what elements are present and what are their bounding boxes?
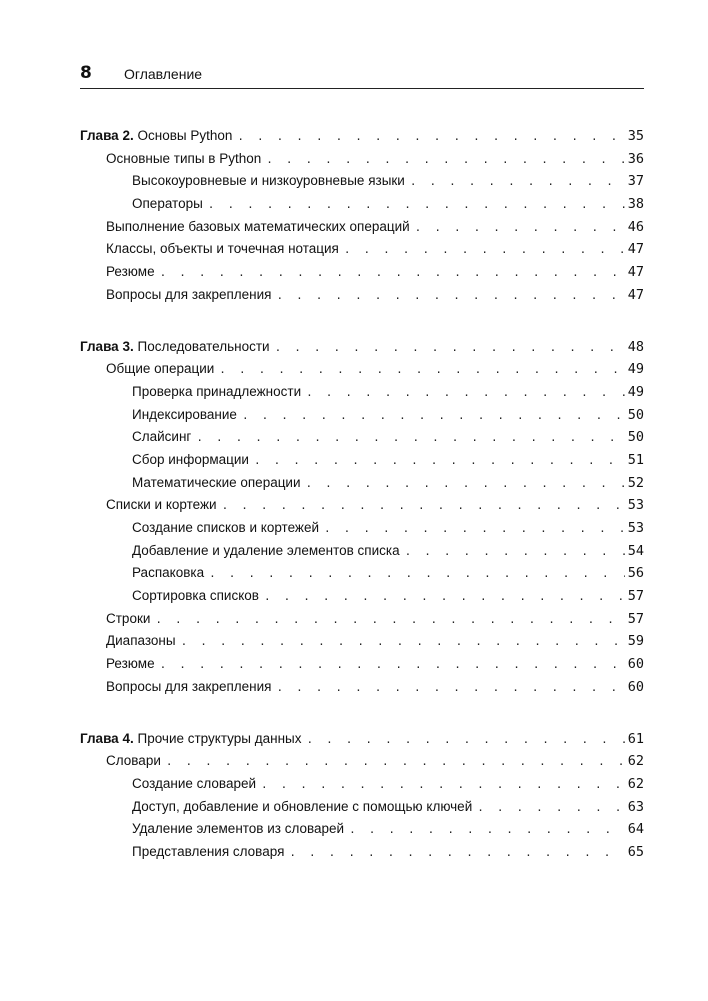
- dot-leader: [306, 473, 625, 496]
- running-title: Оглавление: [124, 66, 203, 82]
- toc-entry-title-text: Сбор информации: [132, 451, 249, 467]
- dot-leader: [264, 586, 625, 609]
- toc-entry-page: 46: [627, 218, 644, 235]
- toc-entry-title: [106, 750, 161, 773]
- toc-section-entry: [80, 261, 644, 284]
- toc-chapter-entry: [80, 336, 644, 359]
- toc-subsection-entry: [80, 818, 644, 841]
- toc-chapter-entry: [80, 728, 644, 751]
- toc-entry-title: [132, 818, 344, 841]
- dot-leader: [261, 774, 625, 797]
- toc-entry-title-text: Последовательности: [137, 338, 270, 354]
- dot-leader: [324, 518, 625, 541]
- toc-entry-page: 37: [627, 173, 644, 190]
- toc-entry-title: [106, 261, 155, 284]
- toc-entry-title: [80, 336, 270, 359]
- toc-section-entry: [80, 750, 644, 773]
- dot-leader: [242, 405, 625, 428]
- dot-leader: [306, 382, 625, 405]
- toc-section-entry: [80, 238, 644, 261]
- toc-entry-title-text: Математические операции: [132, 474, 301, 490]
- toc-entry-title: [132, 773, 256, 796]
- toc-entry-title: [132, 170, 405, 193]
- toc-entry-title: [106, 494, 217, 517]
- toc-entry-title-text: Основные типы в Python: [106, 150, 262, 166]
- dot-leader: [477, 797, 624, 820]
- toc-entry-title-text: Вопросы для закрепления: [106, 286, 272, 302]
- toc-entry-page: 53: [627, 497, 644, 514]
- toc-entry-page: 56: [627, 565, 644, 582]
- toc-entry-title: [132, 562, 204, 585]
- toc-entry-title-text: Распаковка: [132, 565, 205, 581]
- toc-entry-page: 53: [627, 520, 644, 536]
- toc-entry-title: [80, 125, 232, 148]
- toc-entry-title-text: Операторы: [132, 196, 203, 212]
- toc-subsection-entry: [80, 193, 644, 216]
- dot-leader: [410, 171, 625, 194]
- toc-section-entry: [80, 216, 644, 239]
- toc-entry-title-text: Создание словарей: [132, 775, 257, 791]
- toc-entry-page: 57: [627, 588, 644, 605]
- toc-entry-title: [132, 426, 191, 449]
- dot-leader: [222, 495, 625, 518]
- toc-section-entry: [80, 148, 644, 171]
- toc-subsection-entry: [80, 796, 644, 819]
- toc-entry-page: 65: [627, 843, 644, 860]
- toc-entry-title: [132, 540, 400, 563]
- toc-subsection-entry: [80, 381, 644, 404]
- toc-subsection-entry: [80, 517, 644, 540]
- dot-leader: [275, 337, 625, 360]
- chapter-label: Глава 4.: [80, 730, 134, 746]
- dot-leader: [254, 450, 625, 473]
- toc-subsection-entry: [80, 404, 644, 427]
- toc-subsection-entry: [80, 426, 644, 449]
- dot-leader: [208, 194, 625, 217]
- toc-entry-title: [132, 404, 237, 427]
- toc-entry-page: 50: [627, 406, 644, 423]
- toc-entry-title-text: Проверка принадлежности: [132, 383, 302, 399]
- dot-leader: [237, 126, 624, 149]
- toc-entry-title: [106, 358, 214, 381]
- toc-subsection-entry: [80, 449, 644, 472]
- toc-entry-title: [132, 381, 301, 404]
- toc-entry-page: 62: [627, 753, 644, 770]
- toc-subsection-entry: [80, 540, 644, 563]
- toc-entry-page: 48: [627, 338, 644, 355]
- toc-subsection-entry: [80, 585, 644, 608]
- dot-leader: [349, 819, 625, 842]
- toc-entry-page: 52: [627, 474, 644, 491]
- dot-leader: [166, 751, 625, 774]
- toc-entry-title-text: Создание списков и кортежей: [132, 520, 320, 535]
- toc-entry-page: 50: [627, 429, 644, 446]
- toc-entry-title-text: Слайсинг: [132, 429, 192, 445]
- toc-entry-title-text: Высокоуровневые и низкоуровневые языки: [132, 173, 405, 189]
- toc-subsection-entry: [80, 841, 644, 864]
- toc-section-entry: [80, 358, 644, 381]
- toc-entry-title-text: Диапазоны: [106, 633, 176, 649]
- dot-leader: [415, 217, 625, 240]
- dot-leader: [219, 359, 624, 382]
- toc-entry-title: [132, 841, 284, 864]
- dot-leader: [160, 654, 625, 677]
- dot-leader: [405, 541, 625, 564]
- toc-entry-title-text: Доступ, добавление и обновление с помощью ключей: [132, 798, 473, 814]
- toc-subsection-entry: [80, 170, 644, 193]
- dot-leader: [276, 285, 624, 308]
- toc-entry-title: [132, 193, 203, 216]
- chapter-label: Глава 3.: [80, 338, 134, 354]
- toc-entry-page: 59: [627, 633, 644, 650]
- dot-leader: [306, 729, 624, 752]
- toc-section-entry: [80, 653, 644, 676]
- toc-entry-title-text: Индексирование: [132, 406, 237, 422]
- dot-leader: [155, 609, 624, 632]
- dot-leader: [266, 149, 624, 172]
- toc-entry-title: [132, 585, 259, 608]
- toc-subsection-entry: [80, 562, 644, 585]
- page-header: [80, 62, 644, 89]
- toc-section-entry: [80, 494, 644, 517]
- toc-entry-title-text: Списки и кортежи: [106, 497, 217, 513]
- toc-entry-page: 36: [627, 150, 644, 167]
- toc-entry-title-text: Строки: [106, 610, 151, 626]
- dot-leader: [160, 262, 625, 285]
- toc-entry-page: 62: [627, 775, 644, 792]
- toc-section-entry: [80, 284, 644, 307]
- toc-entry-title: [106, 284, 271, 307]
- toc-entry-title: [106, 608, 150, 631]
- toc-entry-title-text: Добавление и удаление элементов списка: [132, 542, 400, 558]
- toc-entry-title-text: Вопросы для закрепления: [106, 678, 272, 694]
- toc-entry-title-text: Сортировка списков: [132, 588, 259, 604]
- chapter-label: Глава 2.: [80, 128, 134, 143]
- toc-entry-title-text: Прочие структуры данных: [137, 730, 302, 746]
- toc-entry-page: 49: [627, 361, 644, 378]
- toc-entry-title: [106, 216, 410, 239]
- dot-leader: [196, 427, 624, 450]
- page-number: 8: [80, 63, 92, 83]
- toc-entry-page: 49: [627, 383, 644, 400]
- toc-subsection-entry: [80, 472, 644, 495]
- toc-entry-page: 63: [627, 798, 644, 815]
- toc-entry-title: [80, 728, 301, 751]
- toc-entry-page: 61: [627, 730, 644, 747]
- toc-entry-title-text: Основы Python: [137, 128, 233, 143]
- toc-entry-title: [132, 472, 301, 495]
- toc-entry-title-text: Резюме: [106, 656, 155, 672]
- table-of-contents: [80, 125, 644, 864]
- toc-chapter-entry: [80, 125, 644, 148]
- toc-entry-title: [106, 630, 176, 653]
- dot-leader: [289, 842, 624, 865]
- toc-entry-page: 47: [627, 241, 644, 258]
- toc-entry-page: 51: [627, 451, 644, 468]
- toc-entry-title-text: Представления словаря: [132, 843, 285, 859]
- dot-leader: [344, 239, 625, 262]
- toc-entry-title: [106, 238, 339, 261]
- toc-entry-title-text: Классы, объекты и точечная нотация: [106, 241, 339, 257]
- toc-entry-page: 35: [627, 128, 644, 144]
- dot-leader: [276, 677, 624, 700]
- toc-entry-title-text: Резюме: [106, 264, 155, 280]
- toc-entry-title: [106, 676, 271, 699]
- toc-entry-page: 64: [627, 821, 644, 838]
- toc-entry-page: 60: [627, 678, 644, 695]
- toc-entry-title: [132, 517, 319, 540]
- toc-subsection-entry: [80, 773, 644, 796]
- toc-entry-page: 38: [627, 196, 644, 213]
- toc-entry-page: 54: [627, 542, 644, 559]
- toc-entry-page: 57: [627, 610, 644, 627]
- toc-entry-title: [132, 449, 249, 472]
- toc-section-entry: [80, 630, 644, 653]
- toc-section-entry: [80, 676, 644, 699]
- toc-entry-page: 47: [627, 264, 644, 281]
- toc-entry-title-text: Выполнение базовых математических операций: [106, 218, 410, 234]
- toc-entry-title-text: Удаление элементов из словарей: [132, 821, 345, 837]
- dot-leader: [181, 631, 625, 654]
- toc-entry-title-text: Общие операции: [106, 361, 215, 377]
- toc-entry-title: [106, 148, 261, 171]
- toc-entry-title: [106, 653, 155, 676]
- toc-entry-title: [132, 796, 472, 819]
- toc-entry-title-text: Словари: [106, 753, 161, 769]
- toc-entry-page: 60: [627, 656, 644, 673]
- toc-section-entry: [80, 608, 644, 631]
- toc-entry-page: 47: [627, 286, 644, 303]
- dot-leader: [209, 563, 625, 586]
